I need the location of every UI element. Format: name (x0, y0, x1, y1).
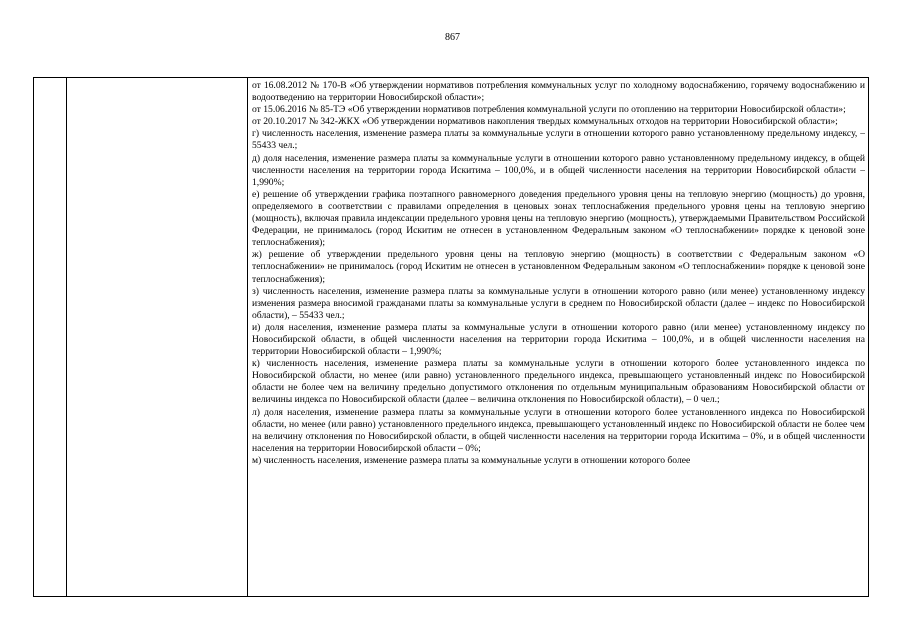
paragraph: е) решение об утверждении графика поэтапного равномерного доведения предельного уровня цены на тепловую энергию (мощность) до уровня, определяемого в соответствии с правилами определения в ценовых зонах теплоснабжения предельного уровня цены на тепловую энергию (мощность), включая правила индексации предельного уровня цены на тепловую энергию (мощность), утверждаемыми Правительством Российской Федерации, не принималось (город Искитим не отнесен в установленном Федеральным законом «О теплоснабжении» порядке к ценовой зоне теплоснабжения); (252, 188, 865, 249)
paragraph: к) численность населения, изменение размера платы за коммунальные услуги в отношении которого более установленного индекса по Новосибирской области, но менее (или равно) установленного предельного индекса, превышающего установленный индекс по Новосибирской области не более чем на величину предельно допустимого отклонения по отдельным муниципальным образованиям Новосибирской области от величины индекса по Новосибирской области (далее – величина отклонения по Новосибирской области), – 0 чел.; (252, 358, 865, 406)
content-text (252, 80, 865, 596)
paragraph: ж) решение об утверждении предельного уровня цены на тепловую энергию (мощность) в соответствии с Федеральным законом «О теплоснабжении» не принималось (город Искитим не отнесен в установленном Федеральным законом «О теплоснабжении» порядке к ценовой зоне теплоснабжения); (252, 249, 865, 285)
document-table (33, 77, 869, 597)
table-cell-name (67, 78, 248, 597)
paragraph: д) доля населения, изменение размера платы за коммунальные услуги в отношении которого равно установленному предельному индексу, в общей численности населения на территории города Искитима – 100,0%, и в общей численности населения на территории Новосибирской области – 1,990%; (252, 152, 865, 188)
paragraph: л) доля населения, изменение размера платы за коммунальные услуги в отношении которого более установленного индекса по Новосибирской области, но менее (или равно) установленного предельного индекса, превышающего установленный индекс по Новосибирской области не более чем на величину отклонения по Новосибирской области, в общей численности населения на территории города Искитима – 0%, и в общей численности населения на территории Новосибирской области – 0%; (252, 406, 865, 454)
page-number: 867 (445, 32, 460, 43)
paragraph: г) численность населения, изменение размера платы за коммунальные услуги в отношении которого равно установленному предельному индексу, – 55433 чел.; (252, 128, 865, 152)
paragraph: от 15.06.2016 № 85-ТЭ «Об утверждении нормативов потребления коммунальной услуги по отоплению на территории Новосибирской области»; (252, 104, 846, 116)
table-cell-number (34, 78, 67, 597)
paragraph: от 16.08.2012 № 170-В «Об утверждении нормативов потребления коммунальных услуг по холодному водоснабжению, горячему водоснабжению и водоотведению на территории Новосибирской области»; (252, 80, 865, 104)
paragraph: м) численность населения, изменение размера платы за коммунальные услуги в отношении которого более (252, 454, 691, 466)
table-row (34, 78, 869, 597)
table-cell-content (248, 78, 869, 597)
paragraph: от 20.10.2017 № 342-ЖКХ «Об утверждении нормативов накопления твердых коммунальных отходов на территории Новосибирской области»; (252, 116, 838, 128)
paragraph: з) численность населения, изменение размера платы за коммунальные услуги в отношении которого равно (или менее) установленному индексу изменения размера вносимой гражданами платы за коммунальные услуги в среднем по Новосибирской области (далее – индекс по Новосибирской области), – 55433 чел.; (252, 285, 865, 321)
paragraph: и) доля населения, изменение размера платы за коммунальные услуги в отношении которого равно (или менее) установленному индексу по Новосибирской области, в общей численности населения на территории города Искитима – 100,0%, и в общей численности населения на территории Новосибирской области – 1,990%; (252, 321, 865, 358)
